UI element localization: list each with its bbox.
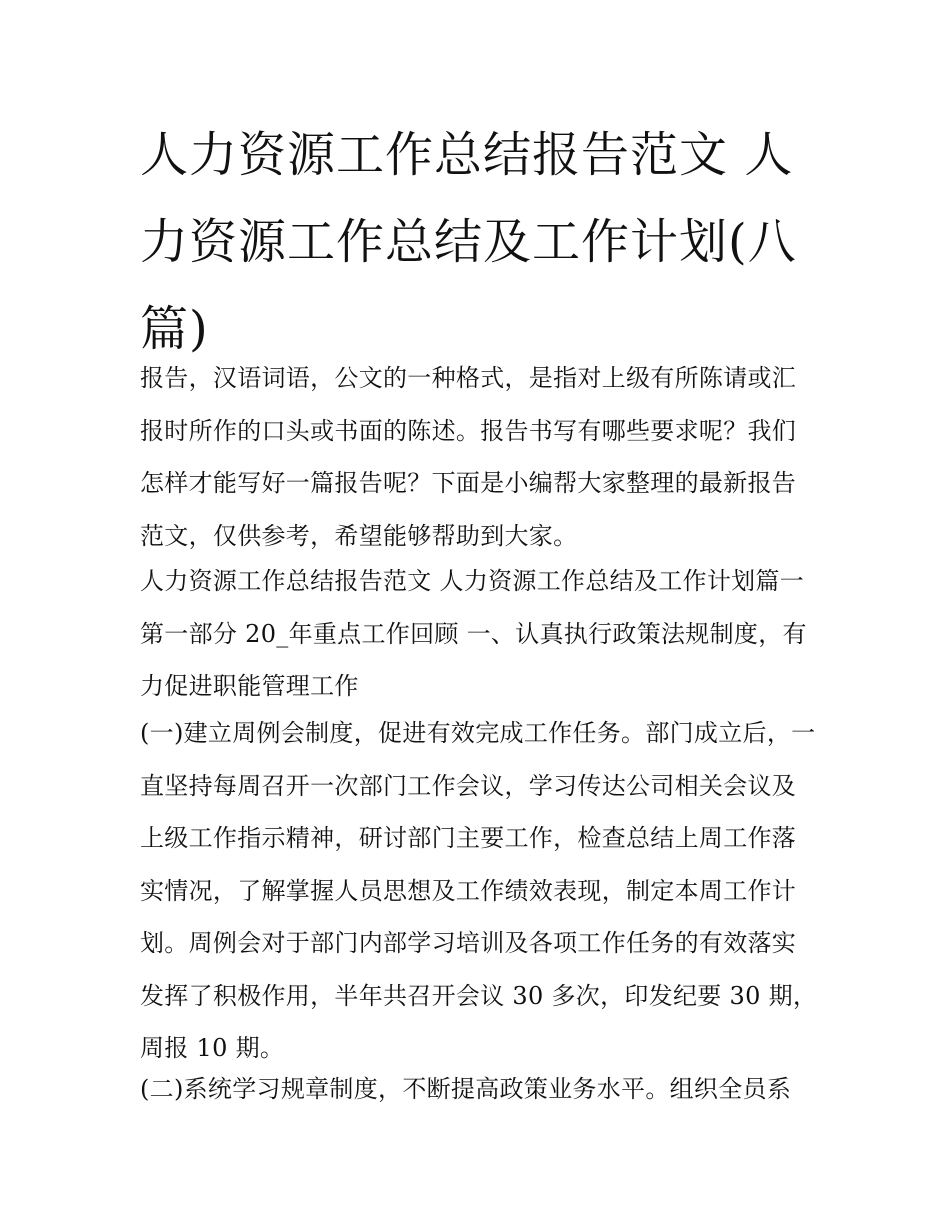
body-paragraph-regulations: (二)系统学习规章制度，不断提高政策业务水平。组织全员系 [140,1075,792,1103]
section-heading-paragraph: 人力资源工作总结报告范文 人力资源工作总结及工作计划篇一 第一部分 20_年重点工作回顾 一、认真执行政策法规制度，有力促进职能管理工作 [140,567,807,700]
document-title: 人力资源工作总结报告范文 人力资源工作总结及工作计划(八篇) [140,127,797,357]
body-paragraph-weekly-meeting: (一)建立周例会制度，促进有效完成工作任务。部门成立后，一直坚持每周召开一次部门工作会议，学习传达公司相关会议及上级工作指示精神，研讨部门主要工作，检查总结上周工作落实情况，了解掌握人员思想及工作绩效表现，制定本周工作计划。周例会对于部门内部学习培训及各项工作任务的有效落实发挥了积极作用，半年共召开会议 30 多次，印发纪要 30 期，周报 10 期。 [140,719,818,1062]
intro-paragraph: 报告，汉语词语，公文的一种格式，是指对上级有所陈请或汇报时所作的口头或书面的陈述。报告书写有哪些要求呢？我们怎样才能写好一篇报告呢？下面是小编帮大家整理的最新报告范文，仅供参考，希望能够帮助到大家。 [140,364,797,550]
